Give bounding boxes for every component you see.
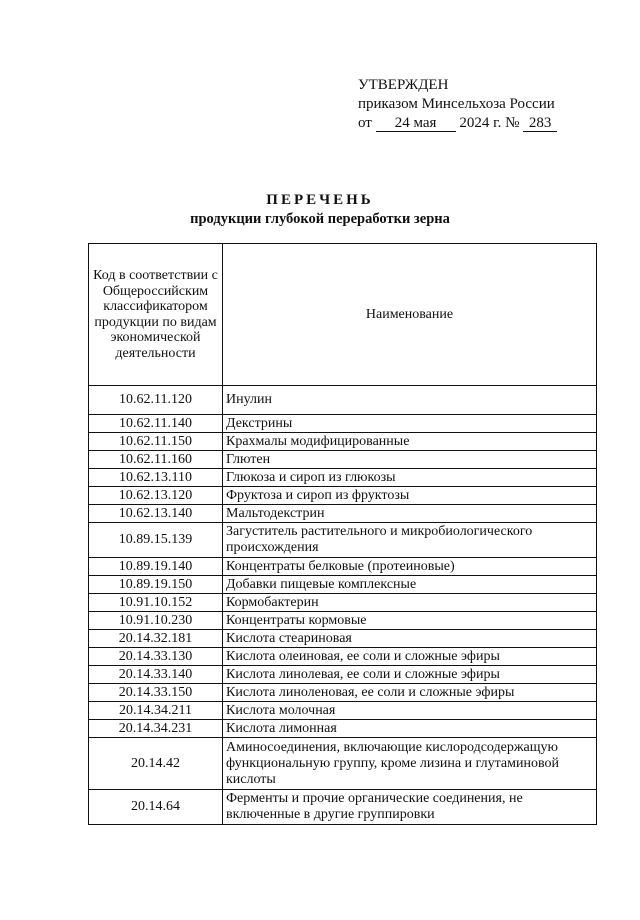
row-name: Инулин — [223, 386, 597, 415]
row-code: 10.62.13.140 — [89, 505, 223, 523]
row-code: 10.91.10.230 — [89, 612, 223, 630]
table-row — [89, 790, 597, 825]
row-name: Декстрины — [223, 415, 597, 433]
row-code: 10.91.10.152 — [89, 594, 223, 612]
row-name: Кислота стеариновая — [223, 630, 597, 648]
table-row — [89, 433, 597, 451]
row-code: 20.14.34.231 — [89, 720, 223, 738]
row-name: Мальтодекстрин — [223, 505, 597, 523]
table-row — [89, 576, 597, 594]
table-row — [89, 487, 597, 505]
table-row — [89, 738, 597, 790]
row-name: Добавки пищевые комплексные — [223, 576, 597, 594]
table-row — [89, 612, 597, 630]
row-name: Кислота линоленовая, ее соли и сложные эфиры — [223, 684, 597, 702]
table-row — [89, 630, 597, 648]
approval-heading: УТВЕРЖДЕН — [358, 77, 449, 93]
approval-year: 2024 г. — [459, 115, 502, 131]
row-code: 20.14.42 — [89, 738, 223, 790]
table-row — [89, 415, 597, 433]
row-name: Загуститель растительного и микробиологического происхождения — [223, 523, 597, 558]
row-name: Ферменты и прочие органические соединения, не включенные в другие группировки — [223, 790, 597, 825]
approval-order: приказом Минсельхоза России — [358, 96, 555, 112]
header-code: Код в соответствии с Общероссийским классификатором продукции по видам экономической деятельности — [89, 244, 223, 386]
row-code: 10.89.19.140 — [89, 558, 223, 576]
approval-date: 24 мая — [376, 115, 456, 132]
table-row — [89, 558, 597, 576]
approval-date-line — [358, 114, 557, 133]
document-title: ПЕРЕЧЕНЬ — [266, 192, 374, 208]
row-name: Глютен — [223, 451, 597, 469]
row-name: Кислота олеиновая, ее соли и сложные эфиры — [223, 648, 597, 666]
row-name: Кислота молочная — [223, 702, 597, 720]
table-row — [89, 523, 597, 558]
table-header-row — [89, 244, 597, 386]
table-row — [89, 720, 597, 738]
product-table — [88, 243, 597, 825]
row-code: 10.62.11.160 — [89, 451, 223, 469]
approval-block — [358, 76, 557, 133]
table-row — [89, 386, 597, 415]
row-name: Крахмалы модифицированные — [223, 433, 597, 451]
row-name: Кислота лимонная — [223, 720, 597, 738]
table-row — [89, 594, 597, 612]
row-name: Кислота линолевая, ее соли и сложные эфиры — [223, 666, 597, 684]
table-row — [89, 666, 597, 684]
row-code: 20.14.33.150 — [89, 684, 223, 702]
row-name: Концентраты кормовые — [223, 612, 597, 630]
row-code: 10.62.11.120 — [89, 386, 223, 415]
table-body — [89, 386, 597, 825]
row-code: 10.62.11.150 — [89, 433, 223, 451]
table-row — [89, 505, 597, 523]
row-name: Глюкоза и сироп из глюкозы — [223, 469, 597, 487]
table-row — [89, 684, 597, 702]
row-name: Аминосоединения, включающие кислородсодержащую функциональную группу, кроме лизина и глутаминовой кислоты — [223, 738, 597, 790]
row-code: 10.62.11.140 — [89, 415, 223, 433]
row-code: 20.14.34.211 — [89, 702, 223, 720]
table-row — [89, 451, 597, 469]
row-code: 10.89.15.139 — [89, 523, 223, 558]
approval-number-sign: № — [505, 115, 520, 131]
table-row — [89, 702, 597, 720]
header-name: Наименование — [223, 244, 597, 386]
row-name: Кормобактерин — [223, 594, 597, 612]
document-subtitle: продукции глубокой переработки зерна — [190, 211, 450, 227]
row-code: 10.89.19.150 — [89, 576, 223, 594]
row-code: 10.62.13.120 — [89, 487, 223, 505]
row-name: Фруктоза и сироп из фруктозы — [223, 487, 597, 505]
table-row — [89, 648, 597, 666]
approval-number: 283 — [523, 115, 557, 132]
row-code: 20.14.32.181 — [89, 630, 223, 648]
row-code: 10.62.13.110 — [89, 469, 223, 487]
table-row — [89, 469, 597, 487]
row-code: 20.14.33.140 — [89, 666, 223, 684]
row-code: 20.14.64 — [89, 790, 223, 825]
approval-prefix: от — [358, 115, 372, 131]
row-code: 20.14.33.130 — [89, 648, 223, 666]
row-name: Концентраты белковые (протеиновые) — [223, 558, 597, 576]
